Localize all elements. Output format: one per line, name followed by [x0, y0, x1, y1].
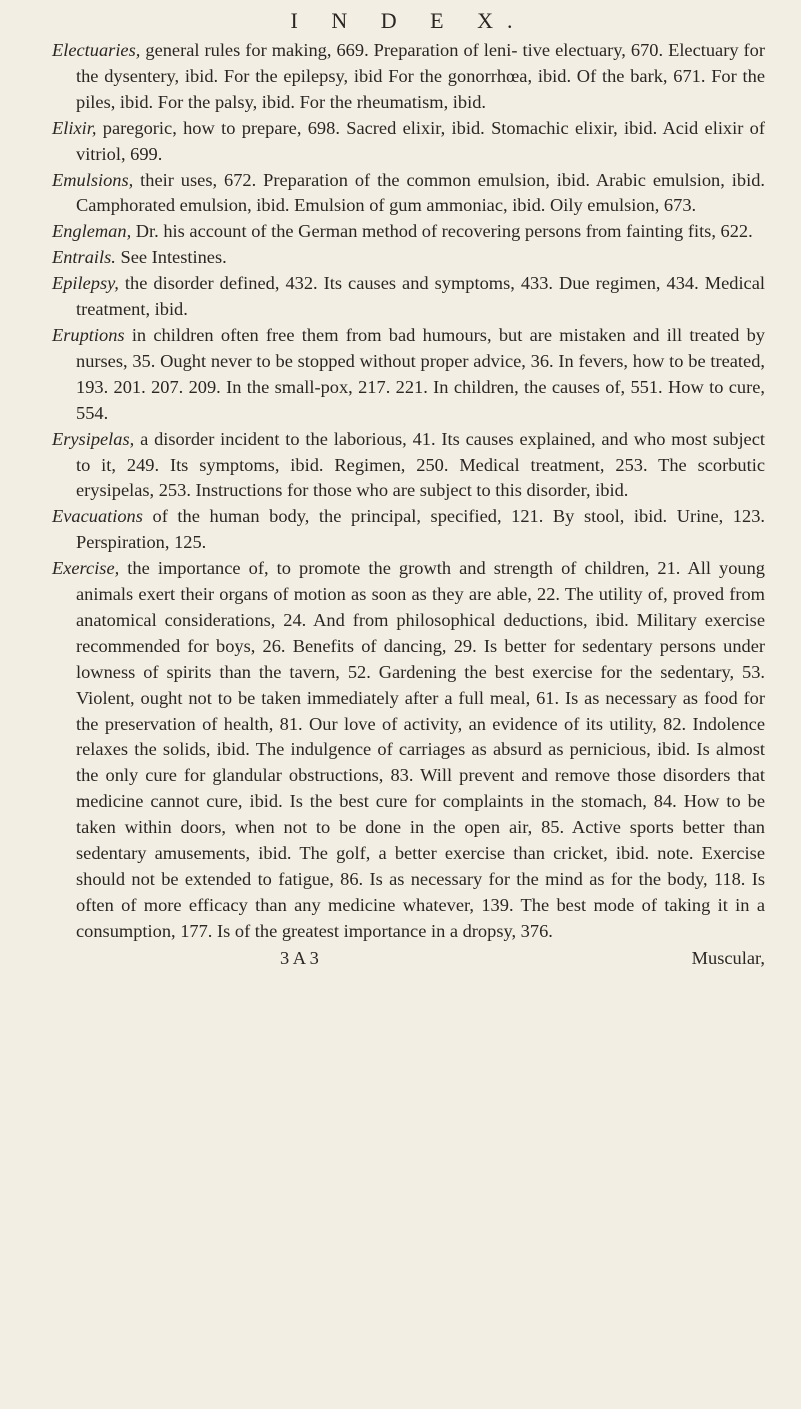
entry-text: of the human body, the principal, specified, 121. By stool, ibid. Urine, 123. Perspiration, 125. — [76, 506, 765, 553]
signature-mark: 3 A 3 — [280, 947, 319, 968]
entry-text: in children often free them from bad humours, but are mistaken and ill treated by nurses, 35. Ought never to be stopped without proper advice, 36. In fevers, how to be treated, 193. 201. 207. 209. In the small-pox, 217. 221. In children, the causes of, 551. How to cure, 554. — [76, 324, 765, 423]
running-head: I N D E X. — [290, 8, 527, 33]
entry-heading: Engleman, — [52, 221, 132, 242]
catchword: Muscular, — [691, 947, 765, 968]
entry-heading: Emulsions, — [52, 169, 134, 190]
entry-text: See Intestines. — [115, 247, 227, 268]
entry-text: a disorder incident to the laborious, 41. Its causes explained, and who most subject to it, 249. Its symptoms, ibid. Regimen, 250. Medical treatment, 253. The scorbutic erysipelas, 253. Instructions for those who are subject to this disorder, ibid. — [76, 428, 765, 501]
entry-heading: Exercise, — [52, 558, 120, 579]
index-entry — [52, 38, 765, 116]
index-entry — [52, 271, 765, 323]
entry-text: paregoric, how to prepare, 698. Sacred elixir, ibid. Stomachic elixir, ibid. Acid elixir of vitriol, 699. — [76, 117, 765, 164]
index-entry — [52, 219, 765, 245]
entry-heading: Evacuations — [52, 506, 143, 527]
index-entry — [52, 323, 765, 427]
index-entries — [52, 38, 765, 945]
entry-text: the importance of, to promote the growth and strength of children, 21. All young animals exert their organs of motion as soon as they are able, 22. The utility of, proved from anatomical considerations, 24. And from philosophical deductions, ibid. Military exercise recommended for boys, 26. Benefits of dancing, 29. Is better for sedentary persons under lowness of spirits than the tavern, 52. Gardening the best exercise for the sedentary, 53. Violent, ought not to be taken immediately after a full meal, 61. Is as necessary as food for the preservation of health, 81. Our love of activity, an evidence of its utility, 82. Indolence relaxes the solids, ibid. The indulgence of carriages as absurd as pernicious, ibid. Is almost the only cure for glandular obstructions, 83. Will prevent and remove those disorders that medicine cannot cure, ibid. Is the best cure for complaints in the stomach, 84. How to be taken within doors, when not to be done in the open air, 85. Active sports better than sedentary amusements, ibid. The golf, a better exercise than cricket, ibid. note. Exercise should not be extended to fatigue, 86. Is as necessary for the mind as for the body, 118. Is often of more efficacy than any medicine whatever, 139. The best mode of taking it in a consumption, 177. Is of the greatest importance in a dropsy, 376. — [76, 558, 765, 941]
entry-text: their uses, 672. Preparation of the common emulsion, ibid. Arabic emulsion, ibid. Camphorated emulsion, ibid. Emulsion of gum ammoniac, ibid. Oily emulsion, 673. — [76, 169, 765, 216]
entry-heading: Entrails. — [52, 247, 116, 268]
entry-text: the disorder defined, 432. Its causes and symptoms, 433. Due regimen, 434. Medical treatment, ibid. — [76, 273, 765, 320]
page-footer — [52, 945, 765, 971]
index-entry — [52, 427, 765, 505]
entry-heading: Electuaries, — [52, 40, 141, 60]
index-entry — [52, 116, 765, 168]
entry-heading: Epilepsy, — [52, 273, 119, 294]
entry-heading: Elixir, — [52, 117, 97, 138]
entry-heading: Eruptions — [52, 324, 125, 345]
index-entry — [52, 245, 765, 271]
entry-heading: Erysipelas, — [52, 428, 135, 449]
index-entry — [52, 168, 765, 220]
index-entry — [52, 504, 765, 556]
index-entry — [52, 556, 765, 945]
entry-text: Dr. his account of the German method of recovering persons from fainting fits, 622. — [131, 221, 753, 242]
entry-text: general rules for making, 669. Preparation of leni- tive electuary, 670. Electuary for the dysentery, ibid. For the epilepsy, ibid For the gonorrhœa, ibid. Of the bark, 671. For the piles, ibid. For the palsy, ibid. For the rheumatism, ibid. — [76, 40, 765, 112]
